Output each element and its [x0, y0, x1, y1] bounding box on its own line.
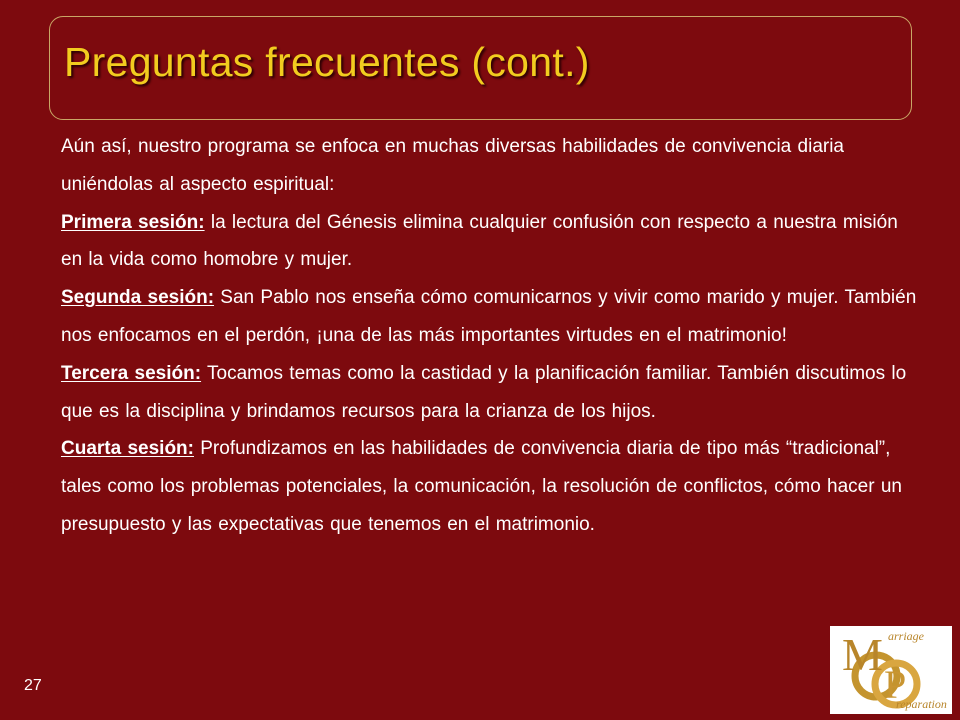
logo-word-bottom: reparation: [896, 697, 947, 711]
slide-body: [61, 128, 919, 544]
session-label: Tercera sesión:: [61, 362, 202, 384]
session-paragraph-4: [61, 430, 919, 543]
session-text: Tocamos temas como la castidad y la planificación familiar. También discutimos lo que es la disciplina y brindamos recursos para la crianza de los hijos.: [61, 362, 907, 422]
intro-paragraph: Aún así, nuestro programa se enfoca en muchas diversas habilidades de convivencia diaria uniéndolas al aspecto espiritual:: [61, 136, 845, 195]
session-label: Cuarta sesión:: [61, 438, 194, 460]
session-text: San Pablo nos enseña cómo comunicarnos y vivir como marido y mujer. También nos enfocamos en el perdón, ¡una de las más importantes virtudes en el matrimonio!: [61, 287, 917, 346]
session-label: Primera sesión:: [61, 211, 205, 233]
session-text: Profundizamos en las habilidades de convivencia diaria de tipo más “tradicional”, tales como los problemas potenciales, la comunicación, la resolución de conflictos, cómo hacer un presupuesto y las expectativas que tenemos en el matrimonio.: [61, 438, 902, 535]
logo-graphic: [830, 626, 952, 714]
logo-letter-p: P: [884, 662, 907, 707]
slide-number: 27: [24, 677, 42, 694]
session-paragraph-2: [61, 279, 919, 355]
logo-word-top: arriage: [888, 629, 924, 643]
session-text: la lectura del Génesis elimina cualquier confusión con respecto a nuestra misión en la vida como homobre y mujer.: [61, 211, 898, 271]
logo-letter-m: M: [842, 629, 883, 680]
session-label: Segunda sesión:: [61, 287, 215, 309]
session-paragraph-3: [61, 355, 919, 431]
marriage-preparation-logo: [830, 626, 952, 714]
slide-title: Preguntas frecuentes (cont.): [64, 39, 590, 85]
session-paragraph-1: [61, 204, 919, 280]
title-box: [49, 16, 912, 120]
